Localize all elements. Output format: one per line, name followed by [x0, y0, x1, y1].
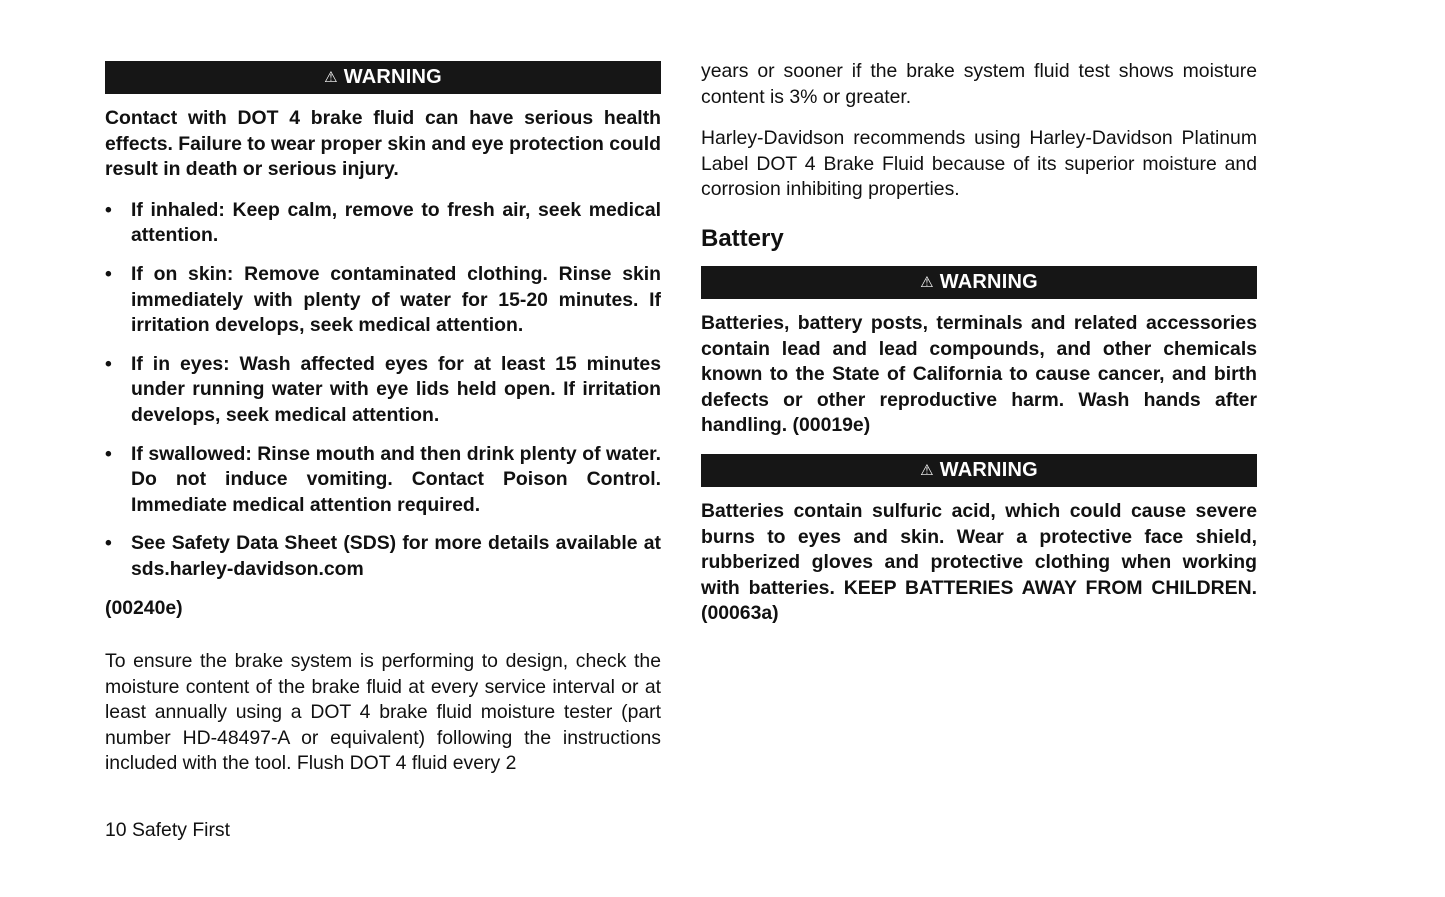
- list-item: • If in eyes: Wash affected eyes for at least 15 minutes under running water with eye lids held open. If irritation develops, seek medical attention.: [105, 352, 661, 426]
- left-column: [105, 61, 661, 777]
- right-column: [701, 59, 1257, 627]
- continued-paragraph: years or sooner if the brake system fluid test shows moisture content is 3% or greater.: [701, 60, 1257, 108]
- warning-text: Batteries, battery posts, terminals and related accessories contain lead and lead compounds, and other chemicals known to the State of California to cause cancer, and birth defects or other reproductive harm. Wash hands after handling. (00019e): [701, 311, 1257, 437]
- list-item: • If on skin: Remove contaminated clothing. Rinse skin immediately with plenty of water for 15-20 minutes. If irritation develops, seek medical attention.: [105, 262, 661, 337]
- warning-banner: [105, 61, 661, 94]
- page-footer: 10 Safety First: [105, 819, 231, 841]
- warning-triangle-icon: ⚠: [324, 69, 338, 86]
- warning-title: WARNING: [939, 458, 1038, 481]
- warning-title: WARNING: [939, 270, 1038, 293]
- list-item: • See Safety Data Sheet (SDS) for more details available at sds.harley-davidson.com: [105, 532, 661, 580]
- section-heading: Battery: [701, 224, 784, 252]
- warning-triangle-icon: ⚠: [920, 273, 934, 291]
- warning-text: Batteries contain sulfuric acid, which could cause severe burns to eyes and skin. Wear a protective face shield, rubberized gloves and protective clothing when working with batteries. KEEP BATTERIES AWAY FROM CHILDREN. (00063a): [701, 499, 1257, 625]
- warning-text: Contact with DOT 4 brake fluid can have serious health effects. Failure to wear proper skin and eye protection could result in death or serious injury.: [105, 107, 661, 181]
- body-paragraph: To ensure the brake system is performing to design, check the moisture content of the brake fluid at every service interval or at least annually using a DOT 4 brake fluid moisture tester (part number HD-48497-A or equivalent) following the instructions included with the tool. Flush DOT 4 fluid every 2: [105, 650, 661, 775]
- recommend-paragraph: Harley-Davidson recommends using Harley-Davidson Platinum Label DOT 4 Brake Fluid because of its superior moisture and corrosion inhibiting properties.: [701, 127, 1257, 201]
- list-item: • If swallowed: Rinse mouth and then drink plenty of water. Do not induce vomiting. Contact Poison Control. Immediate medical attention required.: [105, 442, 661, 516]
- warning-title: WARNING: [343, 66, 442, 88]
- warning-code: (00240e): [105, 596, 183, 619]
- first-aid-list: [105, 198, 661, 583]
- warning-triangle-icon: ⚠: [920, 461, 934, 479]
- warning-banner: [701, 266, 1257, 299]
- warning-banner: [701, 454, 1257, 487]
- list-item: • If inhaled: Keep calm, remove to fresh air, seek medical attention.: [105, 198, 661, 247]
